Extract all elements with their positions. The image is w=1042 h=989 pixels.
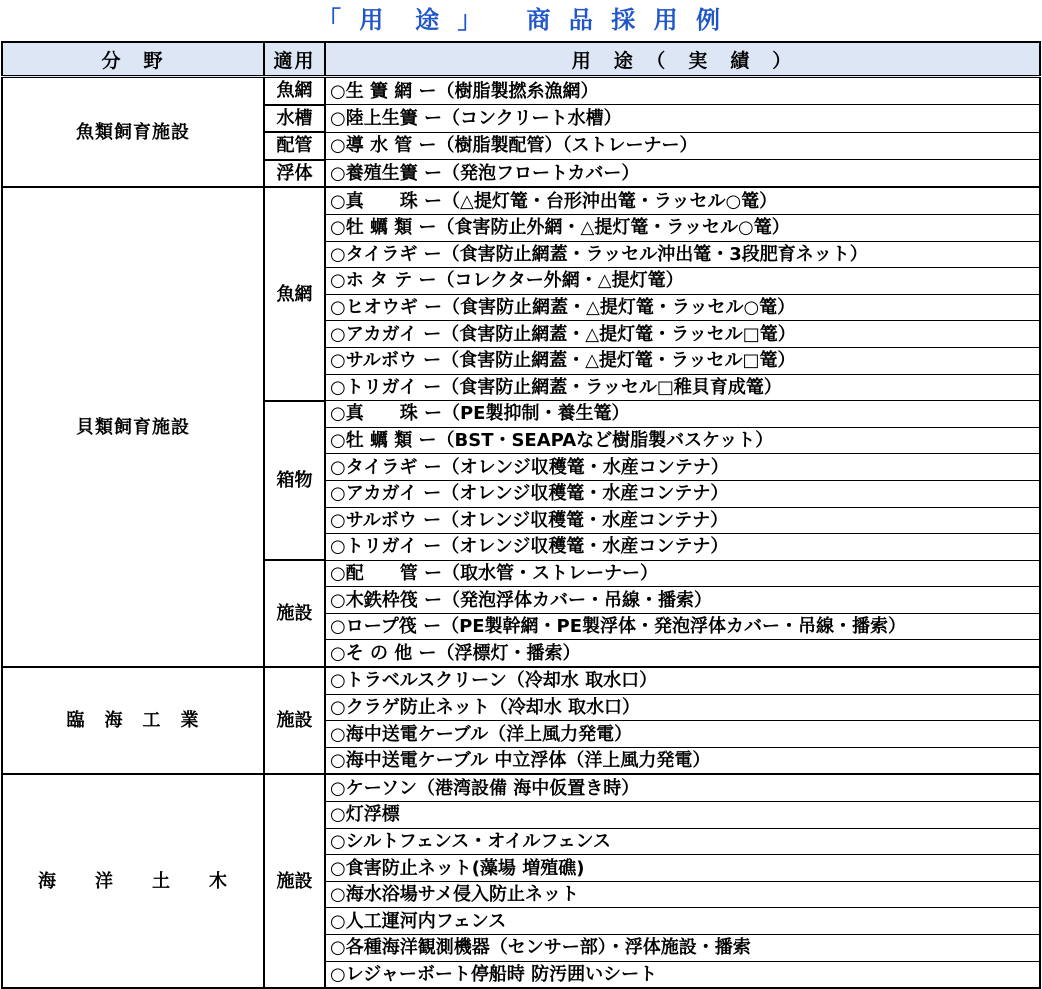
category-cell: 海 洋 土 木	[2, 774, 264, 988]
usage-item: ○牡 蠣 類 ー（食害防止外網・△提灯篭・ラッセル○篭）	[325, 214, 1040, 241]
usage-table-body	[2, 77, 1040, 989]
header-row	[2, 42, 1040, 77]
application-cell: 水槽	[264, 105, 325, 133]
header-usage: 用 途 （ 実 績 ）	[325, 42, 1040, 77]
usage-item: ○食害防止ネット(藻場 増殖礁)	[325, 855, 1040, 882]
usage-item: ○タイラギ ー（オレンジ収穫篭・水産コンテナ）	[325, 454, 1040, 481]
usage-item: ○生 簀 網 ー（樹脂製撚糸漁網）	[325, 77, 1040, 105]
usage-item: ○陸上生簀 ー（コンクリート水槽）	[325, 105, 1040, 133]
usage-item: ○トラベルスクリーン（冷却水 取水口）	[325, 667, 1040, 694]
usage-item: ○海中送電ケーブル 中立浮体（洋上風力発電）	[325, 747, 1040, 774]
usage-table	[1, 41, 1041, 989]
usage-item: ○サルボウ ー（食害防止網蓋・△提灯篭・ラッセル□篭）	[325, 347, 1040, 374]
usage-item: ○シルトフェンス・オイルフェンス	[325, 828, 1040, 855]
category-cell: 臨 海 工 業	[2, 667, 264, 774]
usage-item: ○クラゲ防止ネット（冷却水 取水口）	[325, 694, 1040, 721]
table-row	[2, 187, 1040, 214]
usage-item: ○タイラギ ー（食害防止網蓋・ラッセル沖出篭・3段肥育ネット）	[325, 241, 1040, 268]
usage-item: ○人工運河内フェンス	[325, 908, 1040, 935]
usage-item: ○そ の 他 ー（浮標灯・播索）	[325, 640, 1040, 667]
application-cell: 魚網	[264, 187, 325, 400]
category-cell: 魚類飼育施設	[2, 77, 264, 188]
usage-item: ○ホ タ テ ー（コレクター外網・△提灯篭）	[325, 268, 1040, 295]
usage-item: ○トリガイ ー（オレンジ収穫篭・水産コンテナ）	[325, 534, 1040, 561]
usage-item: ○ロープ筏 ー（PE製幹網・PE製浮体・発泡浮体カバー・吊線・播索）	[325, 613, 1040, 640]
header-category: 分 野	[2, 42, 264, 77]
application-cell: 浮体	[264, 160, 325, 188]
usage-item: ○導 水 管 ー（樹脂製配管）（ストレーナー）	[325, 132, 1040, 160]
usage-item: ○真 珠 ー（△提灯篭・台形沖出篭・ラッセル○篭）	[325, 187, 1040, 214]
application-cell: 施設	[264, 560, 325, 667]
usage-item: ○灯浮標	[325, 802, 1040, 829]
application-cell: 施設	[264, 774, 325, 988]
application-cell: 配管	[264, 132, 325, 160]
table-row	[2, 77, 1040, 105]
usage-item: ○養殖生簀 ー（発泡フロートカバー）	[325, 160, 1040, 188]
usage-item: ○牡 蠣 類 ー（BST・SEAPAなど樹脂製バスケット）	[325, 427, 1040, 454]
usage-item: ○木鉄枠筏 ー（発泡浮体カバー・吊線・播索）	[325, 587, 1040, 614]
usage-item: ○配 管 ー（取水管・ストレーナー）	[325, 560, 1040, 587]
application-cell: 箱物	[264, 401, 325, 561]
application-cell: 魚網	[264, 77, 325, 105]
category-cell: 貝類飼育施設	[2, 187, 264, 667]
page-title: 「 用 途 」 商 品 採 用 例	[317, 6, 725, 34]
usage-item: ○海中送電ケーブル（洋上風力発電）	[325, 721, 1040, 748]
application-cell: 施設	[264, 667, 325, 774]
usage-item: ○海水浴場サメ侵入防止ネット	[325, 881, 1040, 908]
usage-item: ○レジャーボート停船時 防汚囲いシート	[325, 961, 1040, 988]
usage-item: ○各種海洋観測機器（センサー部）・浮体施設・播索	[325, 935, 1040, 962]
usage-item: ○アカガイ ー（オレンジ収穫篭・水産コンテナ）	[325, 480, 1040, 507]
usage-item: ○サルボウ ー（オレンジ収穫篭・水産コンテナ）	[325, 507, 1040, 534]
usage-item: ○ヒオウギ ー（食害防止網蓋・△提灯篭・ラッセル○篭）	[325, 294, 1040, 321]
table-row	[2, 667, 1040, 694]
usage-item: ○アカガイ ー（食害防止網蓋・△提灯篭・ラッセル□篭）	[325, 321, 1040, 348]
table-row	[2, 774, 1040, 801]
usage-item: ○ケーソン（港湾設備 海中仮置き時）	[325, 774, 1040, 801]
usage-item: ○真 珠 ー（PE製抑制・養生篭）	[325, 401, 1040, 428]
header-application: 適用	[264, 42, 325, 77]
usage-item: ○トリガイ ー（食害防止網蓋・ラッセル□稚貝育成篭）	[325, 374, 1040, 401]
